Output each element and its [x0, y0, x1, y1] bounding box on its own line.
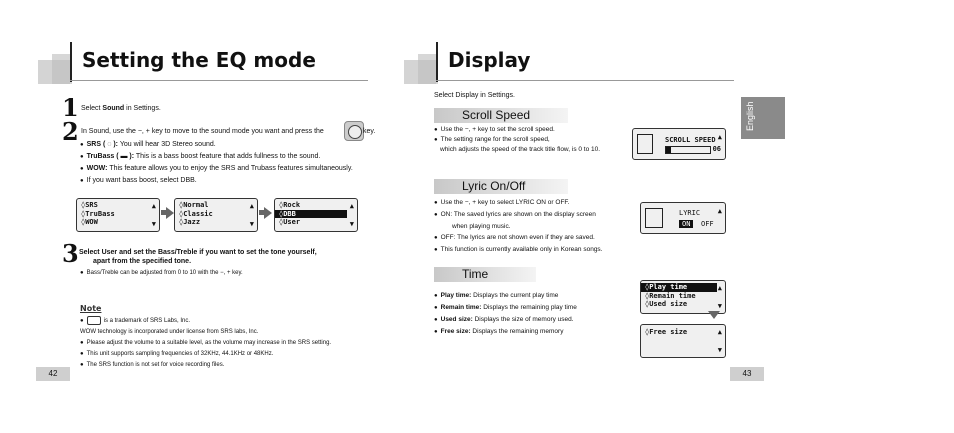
step-3-note: ● Bass/Treble can be adjusted from 0 to 10 with the −, + key. — [80, 270, 243, 276]
step-number: 3 — [62, 239, 79, 268]
select-key-icon — [344, 121, 364, 141]
srs-logo-icon — [87, 316, 101, 325]
list-item: which adjusts the speed of the track title flow, is 0 to 10. — [440, 146, 601, 153]
lyric-off-option: OFF — [701, 220, 714, 228]
lcd-row: ◊WOW — [81, 218, 98, 226]
list-item: ● Remain time: Displays the remaining play time — [434, 302, 577, 314]
lcd-row: ◊SRS — [81, 201, 98, 209]
note-title: Note — [80, 304, 102, 313]
list-item: when playing music. — [452, 223, 511, 230]
lcd-row: ◊Used size — [645, 300, 688, 308]
step-text: apart from the specified tone. — [93, 258, 192, 265]
scroll-speed-list — [434, 125, 600, 155]
sound-mode-list — [80, 139, 353, 187]
lcd-row: SCROLL SPEED — [665, 136, 716, 144]
lcd-scroll-speed — [632, 128, 726, 160]
step-text: in Settings. — [124, 105, 161, 112]
step-number: 1 — [62, 93, 79, 122]
list-item: ● This function is currently available only in Korean songs. — [434, 244, 603, 256]
down-arrow-icon — [708, 311, 720, 319]
step-1-text — [81, 104, 161, 113]
list-item: ● Use the −, + key to select LYRIC ON or OFF. — [434, 197, 603, 209]
title-underline — [436, 80, 734, 81]
list-item: ● WOW: This feature allows you to enjoy the SRS and Trubass features simultaneously. — [80, 163, 353, 175]
lcd-time-menu — [640, 280, 726, 314]
lcd-row: ◊Jazz — [179, 218, 201, 226]
title-underline — [70, 80, 368, 81]
scroll-down-icon: ▼ — [717, 302, 722, 310]
title-bar — [436, 42, 438, 82]
language-tab-label: English — [745, 101, 755, 131]
lyric-on-option: ON — [679, 220, 693, 228]
scroll-down-icon: ▼ — [249, 220, 254, 228]
scroll-speed-icon — [637, 134, 653, 154]
time-list — [434, 290, 577, 338]
language-tab — [741, 97, 785, 139]
list-item: ● If you want bass boost, select DBB. — [80, 175, 353, 187]
list-item: WOW technology is incorporated under license from SRS labs, Inc. — [80, 329, 259, 336]
lcd-screen-normal — [174, 198, 258, 232]
section-scroll-speed: Scroll Speed — [434, 108, 568, 123]
lcd-free-size — [640, 324, 726, 358]
lcd-row-selected: ◊Play time — [641, 283, 717, 292]
lcd-row: ◊Classic — [179, 209, 213, 218]
next-arrow-icon — [166, 207, 174, 219]
scroll-speed-value: 06 — [712, 145, 721, 153]
lcd-row: ◊Free size — [645, 328, 688, 336]
step-text: Select User and set the Bass/Treble if you want to set the tone yourself, — [79, 249, 317, 256]
scroll-up-icon: ▲ — [717, 133, 722, 141]
step-keyword: Sound — [102, 105, 125, 112]
list-item: ● This unit supports sampling frequencies of 32KHz, 44.1KHz or 48KHz. — [80, 349, 331, 360]
scroll-up-icon: ▲ — [249, 202, 254, 210]
lcd-row: ◊TruBass — [81, 209, 115, 218]
title-bar — [70, 42, 72, 82]
page-title: Setting the EQ mode — [82, 48, 316, 72]
scroll-down-icon: ▼ — [717, 346, 722, 354]
title-decoration — [52, 54, 72, 84]
list-item: ● is a trademark of SRS Labs, Inc. — [80, 316, 331, 327]
lcd-row: ◊User — [279, 218, 301, 226]
list-item: ● Play time: Displays the current play time — [434, 290, 577, 302]
list-item: ● The SRS function is not set for voice recording files. — [80, 360, 331, 371]
scroll-down-icon: ▼ — [349, 220, 354, 228]
intro-text: Select Display in Settings. — [434, 92, 515, 99]
step-number: 2 — [62, 117, 79, 146]
scroll-up-icon: ▲ — [717, 328, 722, 336]
list-item: ● ON: The saved lyrics are shown on the display screen — [434, 209, 603, 221]
page-number: 43 — [730, 367, 764, 381]
list-item: ● Used size: Displays the size of memory used. — [434, 314, 577, 326]
page-number: 42 — [36, 367, 70, 381]
lcd-row: LYRIC — [679, 209, 701, 217]
lyric-list — [434, 197, 603, 256]
scroll-up-icon: ▲ — [717, 207, 722, 215]
list-item: ● SRS ( ◌ ): You will hear 3D Stereo sound. — [80, 139, 353, 151]
section-lyric: Lyric On/Off — [434, 179, 568, 194]
lcd-lyric — [640, 202, 726, 234]
list-item: ● OFF: The lyrics are not shown even if they are saved. — [434, 232, 603, 244]
scroll-up-icon: ▲ — [349, 202, 354, 210]
note-list — [80, 316, 331, 371]
page-title: Display — [448, 48, 531, 72]
lcd-screen-srs — [76, 198, 160, 232]
lcd-row-selected: ◊DBB — [275, 210, 347, 219]
lcd-screen-rock — [274, 198, 358, 232]
list-item: ● Free size: Displays the remaining memory — [434, 326, 577, 338]
lyric-icon — [645, 208, 663, 228]
section-time: Time — [434, 267, 536, 282]
next-arrow-icon — [264, 207, 272, 219]
step-text: Select — [81, 105, 103, 112]
lcd-row: ◊Remain time — [645, 291, 696, 300]
scroll-down-icon: ▼ — [151, 220, 156, 228]
step-2-text: In Sound, use the −, + key to move to the sound mode you want and press the — [81, 128, 324, 135]
list-item: ● Use the −, + key to set the scroll speed. — [434, 125, 600, 135]
step-3-text — [79, 248, 317, 266]
list-item: ● The setting range for the scroll speed, — [434, 135, 600, 145]
list-item: ● TruBass ( ▬ ): This is a bass boost feature that adds fullness to the sound. — [80, 151, 353, 163]
list-item: ● Please adjust the volume to a suitable level, as the volume may increase in the SRS setting. — [80, 338, 331, 349]
lcd-row: ◊Rock — [279, 201, 301, 209]
scroll-speed-bar — [665, 146, 711, 154]
lcd-row: ◊Normal — [179, 201, 209, 209]
scroll-up-icon: ▲ — [717, 284, 722, 292]
scroll-up-icon: ▲ — [151, 202, 156, 210]
title-decoration — [418, 54, 438, 84]
step-2-tail: key. — [363, 128, 376, 135]
